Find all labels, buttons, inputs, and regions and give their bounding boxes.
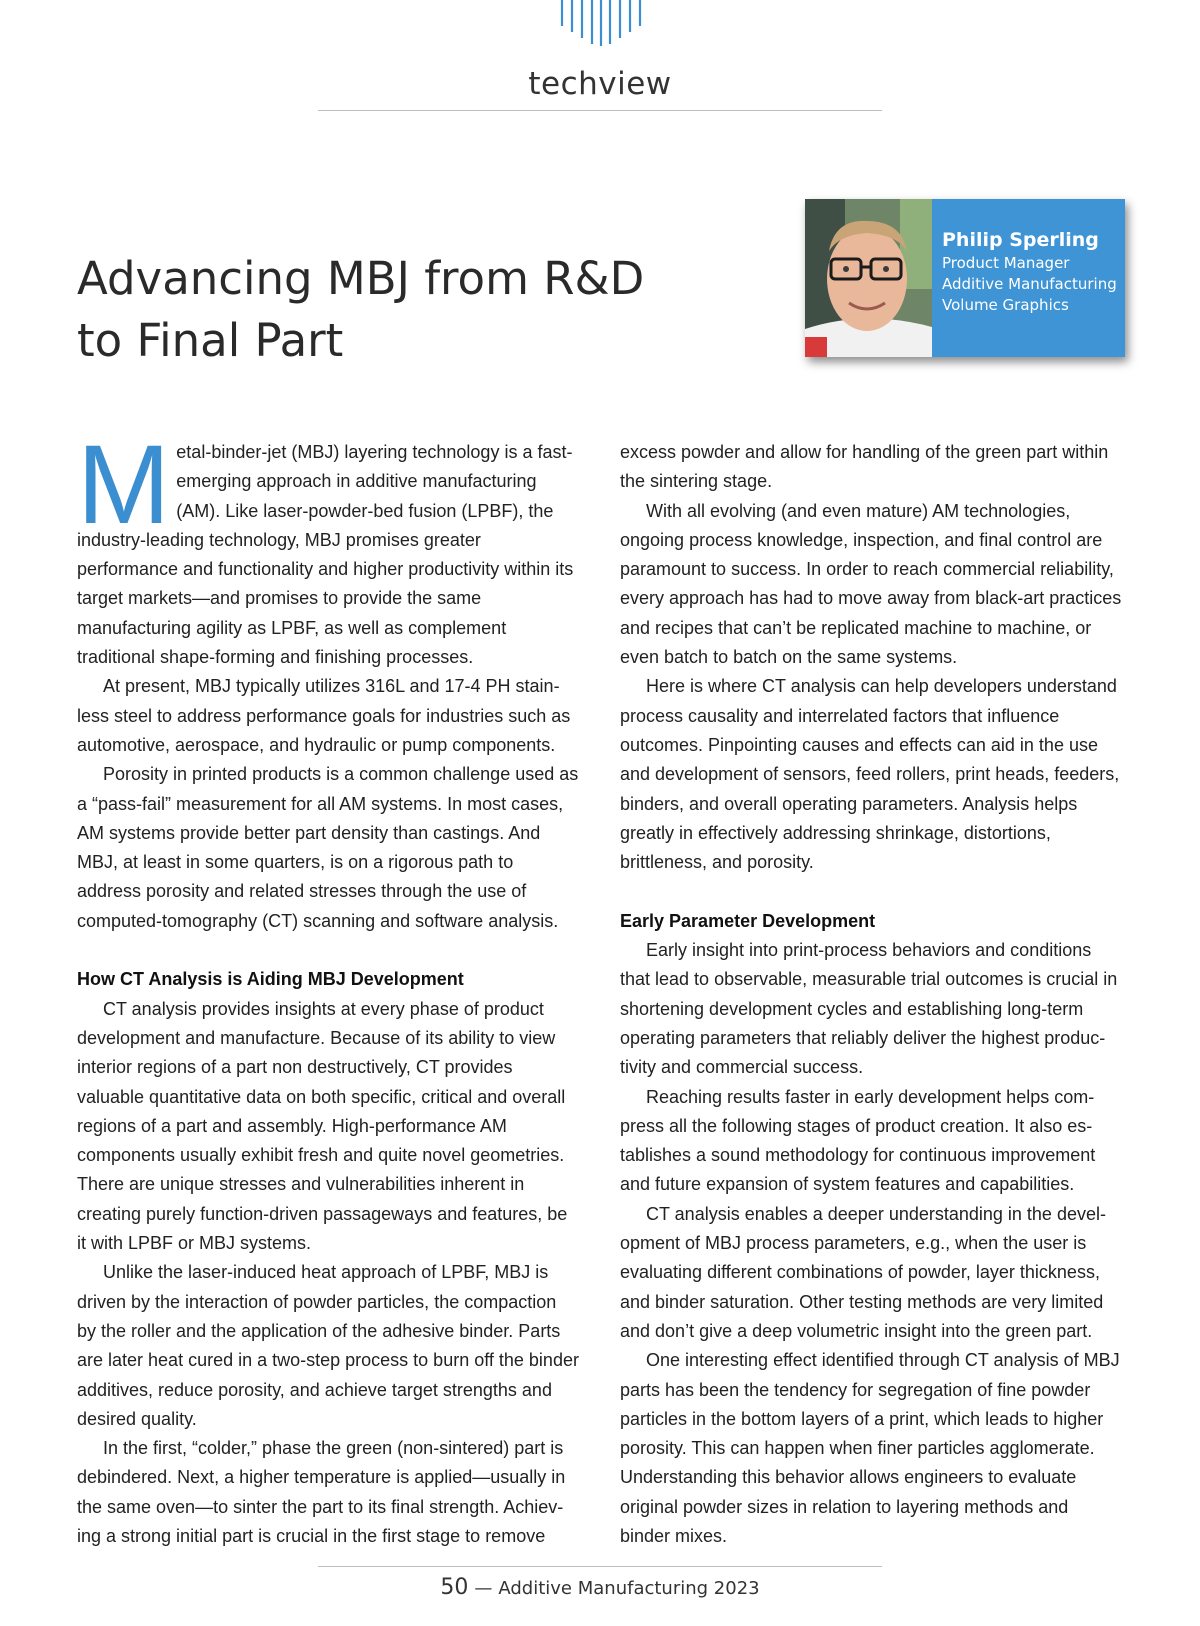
- author-role: Product Manager: [942, 254, 1070, 272]
- publication-name: Additive Manufacturing 2023: [498, 1578, 760, 1599]
- author-name: Philip Sperling: [942, 229, 1099, 251]
- author-card: [805, 199, 1125, 357]
- author-info: [932, 199, 1125, 357]
- paragraph: With all evolving (and even mature) AM technologies, ongoing process knowledge, inspection, and final control are paramount to success. In order to reach commercial reliability, every approach has had to move away from black-art practices and recipes that can’t be replicated machine to machine, or even batch to batch on the same systems.: [620, 500, 1122, 668]
- drop-cap: M: [77, 422, 171, 547]
- article-title: [77, 248, 717, 372]
- paragraph: Early insight into print-process behaviors and conditions that lead to observable, measurable trial outcomes is crucial in shortening development cycles and establishing long-term operating parameters that reliably deliver the highest productivity and commercial success.: [620, 940, 1118, 1078]
- paragraph: One interesting effect identified through CT analysis of MBJ parts has been the tendency for segregation of fine powder particles in the bottom layers of a print, which leads to higher porosity. This can happen when finer particles agglomerate. Understanding this behavior allows engineers to evaluate original powder sizes in relation to layering methods and binder mixes.: [620, 1350, 1120, 1546]
- paragraph: Unlike the laser-induced heat approach of LPBF, MBJ is driven by the interaction of powder particles, the compaction by the roller and the application of the adhesive binder. Parts are later heat cured in a two-step process to burn off the binder additives, reduce porosity, and achieve target strengths and desired quality.: [77, 1262, 579, 1429]
- author-photo: [805, 199, 932, 357]
- section-label: techview: [528, 66, 672, 102]
- footer-divider: [318, 1566, 882, 1567]
- header-divider: [318, 110, 882, 111]
- footer-separator: —: [474, 1578, 493, 1599]
- paragraph: Reaching results faster in early development helps compress all the following stages of product creation. It also establishes a sound methodology for continuous improvement and future expansion of system features and capabilities.: [620, 1086, 1096, 1195]
- paragraph: At present, MBJ typically utilizes 316L and 17-4 PH stainless steel to address performance goals for industries such as automotive, aerospace, and hydraulic or pump components.: [77, 676, 571, 755]
- page-number: 50: [440, 1575, 469, 1600]
- body-column-left: [77, 422, 580, 1551]
- page-footer: [0, 1575, 1200, 1600]
- section-heading: Early Parameter Development: [620, 910, 876, 931]
- section-heading: How CT Analysis is Aiding MBJ Development: [77, 969, 464, 990]
- title-line-1: Advancing MBJ from R&D: [77, 252, 645, 305]
- paragraph: In the first, “colder,” phase the green (non-sintered) part is debindered. Next, a higher temperature is applied—usually in the same oven—to sinter the part to its final strength. Achieving a strong initial part is crucial in the first stage to remove: [77, 1438, 566, 1546]
- paragraph: etal-binder-jet (MBJ) layering technology is a fast-emerging approach in additive manufacturing (AM). Like laser-powder-bed fusion (LPBF), the industry-leading technology, MBJ promises greater performance and functionality and higher productivity within its target markets—and promises to provide the same manufacturing agility as LPBF, as well as complement traditional shape-forming and finishing processes.: [77, 442, 574, 668]
- paragraph: CT analysis enables a deeper understanding in the development of MBJ process parameters, e.g., when the user is evaluating different combinations of powder, layer thickness, and binder saturation. Other testing methods are very limited and don’t give a deep volumetric insight into the green part.: [620, 1203, 1106, 1341]
- paragraph: Here is where CT analysis can help developers understand process causality and interrelated factors that influence outcomes. Pinpointing causes and effects can aid in the use and development of sensors, feed rollers, print heads, feeders, binders, and overall operating parameters. Analysis helps greatly in effectively addressing shrinkage, distortions, brittleness, and porosity.: [620, 676, 1120, 873]
- decorative-bars-graphic: [560, 0, 642, 50]
- paragraph: excess powder and allow for handling of the green part within the sintering stage.: [620, 442, 1109, 492]
- paragraph: CT analysis provides insights at every phase of product development and manufacture. Because of its ability to view interior regions of a part non destructively, CT provides valuable quantitative data on both specific, critical and overall regions of a part and assembly. High-performance AM components usually exhibit fresh and quite novel geometries. There are unique stresses and vulnerabilities inherent in creating purely function-driven passageways and features, be it with LPBF or MBJ systems.: [77, 998, 568, 1254]
- title-line-2: to Final Part: [77, 314, 344, 367]
- author-department: Additive Manufacturing: [942, 275, 1117, 293]
- author-company: Volume Graphics: [942, 296, 1069, 314]
- body-column-right: [620, 438, 1123, 1551]
- paragraph: Porosity in printed products is a common challenge used as a “pass-fail” measurement for all AM systems. In most cases, AM systems provide better part density than castings. And MBJ, at least in some quarters, is on a rigorous path to address porosity and related stresses through the use of computed-tomography (CT) scanning and software analysis.: [77, 764, 579, 931]
